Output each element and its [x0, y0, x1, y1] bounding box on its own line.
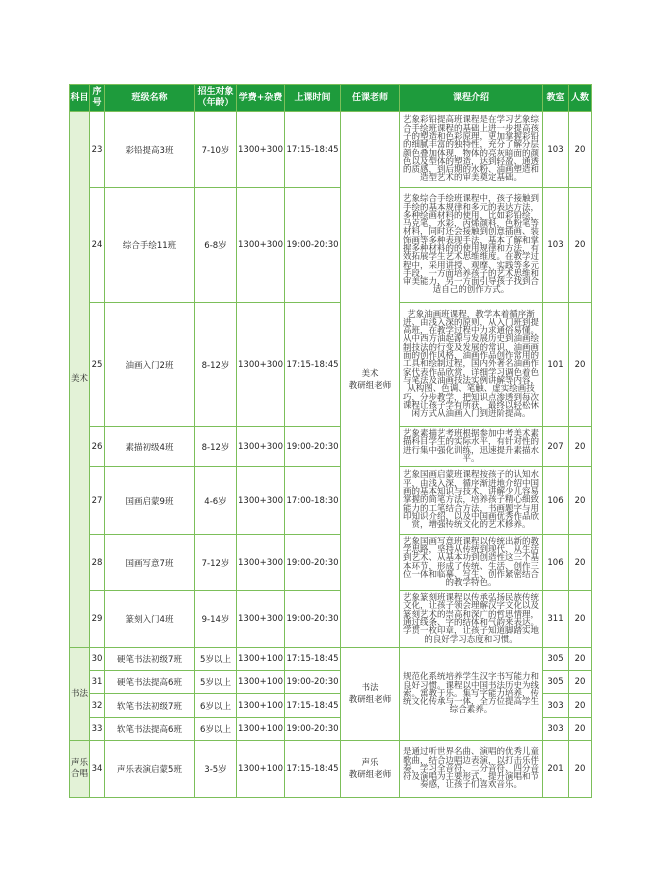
- row-no: 34: [90, 741, 105, 798]
- row-count: 20: [569, 718, 592, 741]
- row-no: 25: [90, 303, 105, 427]
- row-no: 28: [90, 535, 105, 591]
- row-intro: 艺象素描艺考班根据参加中考美术素描科目学生的实际水平，有针对性的进行集中强化训练，迅速提升素描水平。: [400, 427, 543, 467]
- row-room: 106: [543, 467, 569, 535]
- row-no: 29: [90, 591, 105, 648]
- table-row: [70, 648, 592, 671]
- row-age: 4-6岁: [195, 467, 237, 535]
- row-count: 20: [569, 535, 592, 591]
- row-room: 303: [543, 694, 569, 718]
- header-time: 上课时间: [285, 85, 341, 112]
- row-fee: 1300+100: [237, 671, 285, 694]
- header-room: 教室: [543, 85, 569, 112]
- row-time: 17:15-18:45: [285, 112, 341, 188]
- row-room: 311: [543, 591, 569, 648]
- header-age: 招生对象（年龄）: [195, 85, 237, 112]
- row-fee: 1300+300: [237, 188, 285, 303]
- row-time: 17:15-18:45: [285, 741, 341, 798]
- row-count: 20: [569, 671, 592, 694]
- header-teacher: 任课老师: [341, 85, 400, 112]
- row-count: 20: [569, 188, 592, 303]
- row-age: 3-5岁: [195, 741, 237, 798]
- row-time: 19:00-20:30: [285, 535, 341, 591]
- row-time: 19:00-20:30: [285, 427, 341, 467]
- row-age: 8-12岁: [195, 303, 237, 427]
- row-room: 305: [543, 671, 569, 694]
- teacher-line-1: 美术: [361, 368, 379, 379]
- header-intro: 课程介绍: [400, 85, 543, 112]
- row-no: 26: [90, 427, 105, 467]
- row-fee: 1300+300: [237, 427, 285, 467]
- row-class-name: 油画入门2班: [105, 303, 195, 427]
- row-age: 6-8岁: [195, 188, 237, 303]
- row-class-name: 硬笔书法提高6班: [105, 671, 195, 694]
- header-no: 序号: [90, 85, 105, 112]
- row-age: 5岁以上: [195, 671, 237, 694]
- row-room: 106: [543, 535, 569, 591]
- row-room: 201: [543, 741, 569, 798]
- row-intro: 艺象国画启蒙班课程按孩子的认知水平，由浅入深，循序渐进地介绍中国画的基本知识与技术，讲解少儿容易掌握的简笔方法，培养孩子精心细致能力的工笔结合方法，书画题字与用印知识介绍，以及中国画优秀作品欣赏，增强传统文化的艺术修养。: [400, 467, 543, 535]
- row-count: 20: [569, 427, 592, 467]
- row-no: 24: [90, 188, 105, 303]
- table-row: [70, 535, 592, 591]
- row-age: 5岁以上: [195, 648, 237, 671]
- row-time: 17:15-18:45: [285, 648, 341, 671]
- teacher-line-1: 声乐: [361, 758, 379, 768]
- row-no: 33: [90, 718, 105, 741]
- row-no: 31: [90, 671, 105, 694]
- row-room: 101: [543, 303, 569, 427]
- row-intro: 艺象篆刻班课程以传承弘扬民族传统文化，让孩子领会理解汉字文化以及篆刻艺术的崇高和深广的哲思情理，通过线条、字的结体和气韵来表达。学贯一枚印章，让孩子知道脚踏实地的良好学习态度和习惯。: [400, 591, 543, 648]
- row-age: 7-12岁: [195, 535, 237, 591]
- row-room: 305: [543, 648, 569, 671]
- row-count: 20: [569, 648, 592, 671]
- teacher-line-2: 教研组老师: [348, 380, 392, 391]
- row-time: 19:00-20:30: [285, 591, 341, 648]
- teacher-line-2: 教研组老师: [348, 695, 392, 705]
- row-fee: 1300+300: [237, 535, 285, 591]
- row-age: 9-14岁: [195, 591, 237, 648]
- row-count: 20: [569, 591, 592, 648]
- table-row: [70, 741, 592, 798]
- row-intro: 是通过听世界名曲、演唱的优秀儿童歌曲，结合边唱边表演，以打击乐伴奏，学习全音符、二分音符、四分音符及演唱为主要形式，提升演唱和节奏感，让孩子们喜欢音乐。: [400, 741, 543, 798]
- row-class-name: 国画写意7班: [105, 535, 195, 591]
- table-row: [70, 467, 592, 535]
- row-no: 27: [90, 467, 105, 535]
- row-room: 207: [543, 427, 569, 467]
- header-class-name: 班级名称: [105, 85, 195, 112]
- row-class-name: 软笔书法提高6班: [105, 718, 195, 741]
- row-fee: 1300+100: [237, 648, 285, 671]
- subject-cell-calligraphy: 书法: [70, 648, 90, 741]
- row-intro: 艺象彩铅提高班课程是在学习艺象综合手绘班课程的基础上进一步提高孩子的塑造和色彩原理，更加掌握彩铅的细腻丰富的独特性，充分了解分层颜色叠加体现，物体的亮灰暗面的颜色以及型体的塑造，达到轻盈、通透的质感，到后期的水粉、油画塑造和造型艺术的审美奠定基础。: [400, 112, 543, 188]
- row-time: 17:15-18:45: [285, 303, 341, 427]
- table-row: [70, 427, 592, 467]
- row-fee: 1300+100: [237, 694, 285, 718]
- row-age: 8-12岁: [195, 427, 237, 467]
- header-subject: 科目: [70, 85, 90, 112]
- row-count: 20: [569, 741, 592, 798]
- subject-line-2: 合唱: [70, 769, 88, 779]
- row-no: 30: [90, 648, 105, 671]
- row-time: 19:00-20:30: [285, 188, 341, 303]
- header-fee: 学费+杂费: [237, 85, 285, 112]
- subject-line-1: 声乐: [70, 758, 88, 768]
- row-fee: 1300+300: [237, 303, 285, 427]
- table-row: [70, 303, 592, 427]
- table-row: [70, 591, 592, 648]
- row-room: 103: [543, 188, 569, 303]
- row-time: 19:00-20:30: [285, 671, 341, 694]
- row-fee: 1300+100: [237, 718, 285, 741]
- subject-cell-vocal: [70, 741, 90, 798]
- row-fee: 1300+300: [237, 467, 285, 535]
- row-count: 20: [569, 112, 592, 188]
- row-class-name: 彩铅提高3班: [105, 112, 195, 188]
- row-intro: 艺象国画写意班课程以传统出新的教学思路，坚持从传统到现代、从生活到艺术、从基本功到创造性这三个基本环节，形成了传统、生活、创作三位一体和临摹、写生、创作紧密结合的教学特色。: [400, 535, 543, 591]
- row-fee: 1300+300: [237, 112, 285, 188]
- row-fee: 1300+100: [237, 741, 285, 798]
- row-count: 20: [569, 467, 592, 535]
- row-no: 32: [90, 694, 105, 718]
- course-schedule-table: [69, 84, 592, 798]
- row-time: 19:00-20:30: [285, 718, 341, 741]
- row-class-name: 声乐表演启蒙5班: [105, 741, 195, 798]
- row-class-name: 国画启蒙9班: [105, 467, 195, 535]
- row-fee: 1300+300: [237, 591, 285, 648]
- teacher-line-2: 教研组老师: [348, 770, 392, 780]
- row-class-name: 软笔书法初级7班: [105, 694, 195, 718]
- subject-cell-art: 美术: [70, 112, 90, 648]
- table-header-row: [70, 85, 592, 112]
- row-intro: 艺象综合手绘班课程中，孩子接触到手绘的基本规律和多元的表达方法，多种绘画材料的使用，比如彩铅绘，马克笔，水彩，丙烯颜料，色粉笔等材料，同时还会接触到创意插画、装饰画等多种表现手法，基本了解和掌握多种材料的的使用规律和方法，有效拓展学生艺术思维维度。在教学过程中，采用讲授、观摩、实践等多元手段，一方面培养孩子的艺术思维和审美能力，另一方面引导孩子找到合适自己的创作方式。: [400, 188, 543, 303]
- table-row: [70, 112, 592, 188]
- header-count: 人数: [569, 85, 592, 112]
- row-class-name: 综合手绘11班: [105, 188, 195, 303]
- row-class-name: 硬笔书法初级7班: [105, 648, 195, 671]
- row-count: 20: [569, 694, 592, 718]
- row-time: 17:00-18:30: [285, 467, 341, 535]
- row-room: 103: [543, 112, 569, 188]
- table-row: [70, 188, 592, 303]
- row-class-name: 篆刻入门4班: [105, 591, 195, 648]
- row-room: 303: [543, 718, 569, 741]
- row-intro: 艺象油画班课程，教学本着循序渐进、由浅入深的原则，从入门班到提高班，在教学过程中力求通俗易懂。从中西方油起源与发展历史到油画绘制技法的行变及发展的常识，油画画面的创作风格，油画作品创作常用的工具和绘制过程，国内外著名油画作家代表作品欣赏，详细学习调色着色与笔法及油画技法实例讲解等内容，从构图、色调、笔触、虚实绘画技巧，分步教学，把知识点渗透到每次课程让孩子学有所获，最终以轻松休闲方式从油画入门到进阶提高。: [400, 303, 543, 427]
- row-no: 23: [90, 112, 105, 188]
- teacher-cell-vocal: [341, 741, 400, 798]
- row-intro-calligraphy: 规范化系统培养学生汉字书写能力和良好习惯。课程以中国书法历史为线索。寓教于乐。集写字能力培养，传统文化传承与一体，全方位提高学生综合素养。: [400, 648, 543, 741]
- teacher-cell-calligraphy: [341, 648, 400, 741]
- row-age: 6岁以上: [195, 694, 237, 718]
- row-time: 17:15-18:45: [285, 694, 341, 718]
- row-class-name: 素描初级4班: [105, 427, 195, 467]
- row-age: 7-10岁: [195, 112, 237, 188]
- row-count: 20: [569, 303, 592, 427]
- row-age: 6岁以上: [195, 718, 237, 741]
- teacher-line-1: 书法: [361, 683, 379, 693]
- teacher-cell-art: [341, 112, 400, 648]
